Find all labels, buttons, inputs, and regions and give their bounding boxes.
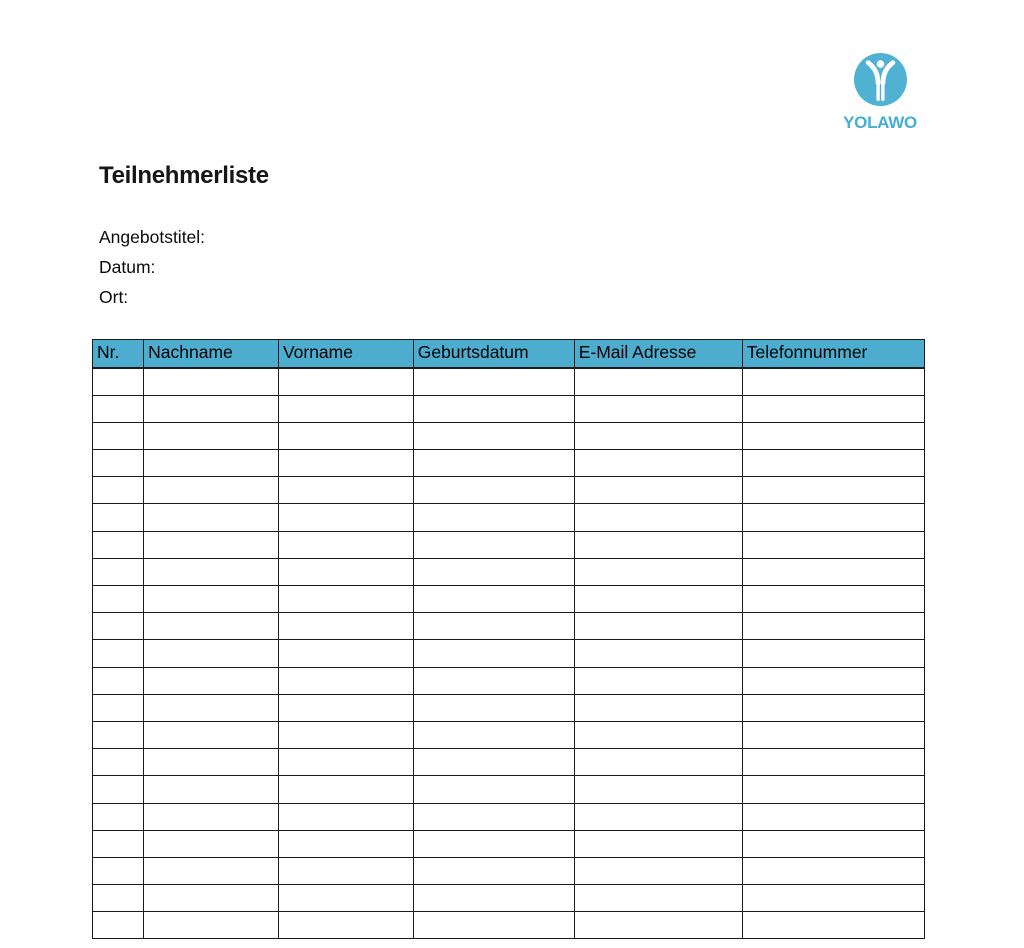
table-cell xyxy=(742,776,924,803)
table-cell xyxy=(413,640,574,667)
table-cell xyxy=(574,422,742,449)
table-row xyxy=(93,721,925,748)
table-cell xyxy=(742,558,924,585)
table-cell xyxy=(144,368,279,395)
table-row xyxy=(93,830,925,857)
table-cell xyxy=(574,558,742,585)
table-cell xyxy=(144,857,279,884)
table-cell xyxy=(278,613,413,640)
table-row xyxy=(93,558,925,585)
table-cell xyxy=(278,721,413,748)
table-cell xyxy=(144,803,279,830)
table-cell xyxy=(742,368,924,395)
column-header-vorname: Vorname xyxy=(278,340,413,369)
table-cell xyxy=(742,395,924,422)
table-cell xyxy=(742,613,924,640)
table-cell xyxy=(278,667,413,694)
table-cell xyxy=(278,368,413,395)
table-cell xyxy=(144,830,279,857)
field-labels xyxy=(99,226,205,316)
table-cell xyxy=(413,422,574,449)
column-header-geburtsdatum: Geburtsdatum xyxy=(413,340,574,369)
table-cell xyxy=(93,694,144,721)
table-row xyxy=(93,857,925,884)
table-cell xyxy=(144,586,279,613)
table-cell xyxy=(574,613,742,640)
table-cell xyxy=(413,395,574,422)
table-cell xyxy=(144,694,279,721)
column-header-email: E-Mail Adresse xyxy=(574,340,742,369)
table-cell xyxy=(278,558,413,585)
table-cell xyxy=(413,885,574,912)
table-cell xyxy=(278,640,413,667)
table-cell xyxy=(144,531,279,558)
table-cell xyxy=(93,912,144,939)
table-cell xyxy=(93,830,144,857)
table-cell xyxy=(93,613,144,640)
table-cell xyxy=(93,885,144,912)
table-cell xyxy=(144,395,279,422)
table-cell xyxy=(574,912,742,939)
table-cell xyxy=(574,477,742,504)
table-cell xyxy=(278,422,413,449)
table-row xyxy=(93,586,925,613)
column-header-telefonnummer: Telefonnummer xyxy=(742,340,924,369)
table-cell xyxy=(574,368,742,395)
table-cell xyxy=(742,721,924,748)
table-cell xyxy=(93,586,144,613)
table-cell xyxy=(742,857,924,884)
table-cell xyxy=(144,749,279,776)
table-cell xyxy=(574,776,742,803)
table-cell xyxy=(144,558,279,585)
table-cell xyxy=(742,531,924,558)
logo-wordmark: YOLAWO xyxy=(843,113,917,132)
table-cell xyxy=(742,504,924,531)
table-cell xyxy=(278,477,413,504)
table-cell xyxy=(93,531,144,558)
table-cell xyxy=(574,450,742,477)
table-cell xyxy=(413,776,574,803)
table-cell xyxy=(93,667,144,694)
table-row xyxy=(93,504,925,531)
table-cell xyxy=(144,667,279,694)
table-cell xyxy=(278,586,413,613)
column-header-nr: Nr. xyxy=(93,340,144,369)
table-body xyxy=(93,368,925,939)
table-cell xyxy=(742,885,924,912)
table-cell xyxy=(574,885,742,912)
table-cell xyxy=(144,477,279,504)
table-cell xyxy=(93,422,144,449)
table-cell xyxy=(144,885,279,912)
table-cell xyxy=(574,586,742,613)
table-cell xyxy=(413,477,574,504)
table-cell xyxy=(93,776,144,803)
table-cell xyxy=(278,857,413,884)
table-cell xyxy=(574,395,742,422)
table-header-row xyxy=(93,340,925,369)
table-cell xyxy=(278,450,413,477)
table-cell xyxy=(144,450,279,477)
participants-table xyxy=(92,339,925,939)
table-cell xyxy=(144,504,279,531)
table-cell xyxy=(742,667,924,694)
table-cell xyxy=(144,912,279,939)
table-cell xyxy=(93,477,144,504)
table-cell xyxy=(742,830,924,857)
table-cell xyxy=(574,803,742,830)
angebotstitel-label: Angebotstitel: xyxy=(99,227,206,247)
table-cell xyxy=(413,504,574,531)
table-cell xyxy=(278,531,413,558)
table-cell xyxy=(574,531,742,558)
table-cell xyxy=(413,912,574,939)
table-cell xyxy=(278,830,413,857)
table-cell xyxy=(413,667,574,694)
table-cell xyxy=(413,368,574,395)
table-row xyxy=(93,776,925,803)
table-cell xyxy=(574,667,742,694)
table-cell xyxy=(413,830,574,857)
table-cell xyxy=(413,531,574,558)
table-row xyxy=(93,803,925,830)
table-cell xyxy=(574,694,742,721)
table-cell xyxy=(574,504,742,531)
table-row xyxy=(93,450,925,477)
table-cell xyxy=(413,803,574,830)
column-header-nachname: Nachname xyxy=(144,340,279,369)
table-cell xyxy=(413,721,574,748)
yolawo-logo xyxy=(840,53,920,133)
table-cell xyxy=(413,613,574,640)
table-cell xyxy=(413,450,574,477)
table-row xyxy=(93,395,925,422)
table-cell xyxy=(413,586,574,613)
table-cell xyxy=(93,558,144,585)
table-cell xyxy=(278,504,413,531)
person-raised-arms-circle-icon xyxy=(854,53,907,106)
table-cell xyxy=(413,694,574,721)
table-cell xyxy=(413,749,574,776)
table-cell xyxy=(574,749,742,776)
table-cell xyxy=(574,721,742,748)
table-cell xyxy=(742,749,924,776)
table-cell xyxy=(278,803,413,830)
table-row xyxy=(93,613,925,640)
table-row xyxy=(93,885,925,912)
table-cell xyxy=(742,912,924,939)
datum-label: Datum: xyxy=(99,257,156,277)
table-cell xyxy=(144,721,279,748)
table-cell xyxy=(278,749,413,776)
table-row xyxy=(93,912,925,939)
table-cell xyxy=(742,803,924,830)
table-cell xyxy=(144,422,279,449)
table-cell xyxy=(93,749,144,776)
table-cell xyxy=(742,450,924,477)
table-cell xyxy=(574,830,742,857)
table-cell xyxy=(93,721,144,748)
table-cell xyxy=(93,803,144,830)
table-cell xyxy=(413,857,574,884)
table-cell xyxy=(144,613,279,640)
page-title: Teilnehmerliste xyxy=(99,162,269,189)
table-row xyxy=(93,531,925,558)
table-row xyxy=(93,368,925,395)
table-row xyxy=(93,422,925,449)
table-cell xyxy=(144,776,279,803)
table-cell xyxy=(93,368,144,395)
table-cell xyxy=(742,422,924,449)
table-cell xyxy=(93,857,144,884)
table-row xyxy=(93,640,925,667)
table-cell xyxy=(93,640,144,667)
table-cell xyxy=(413,558,574,585)
table-cell xyxy=(278,694,413,721)
table-cell xyxy=(574,857,742,884)
table-cell xyxy=(742,694,924,721)
table-cell xyxy=(93,504,144,531)
ort-label: Ort: xyxy=(99,287,129,307)
table-row xyxy=(93,749,925,776)
table-cell xyxy=(742,640,924,667)
table-cell xyxy=(93,450,144,477)
table-cell xyxy=(742,586,924,613)
table-row xyxy=(93,477,925,504)
table-cell xyxy=(278,912,413,939)
table-cell xyxy=(144,640,279,667)
table-row xyxy=(93,694,925,721)
table-cell xyxy=(278,776,413,803)
table-row xyxy=(93,667,925,694)
table-cell xyxy=(93,395,144,422)
table-cell xyxy=(574,640,742,667)
table-cell xyxy=(742,477,924,504)
table-cell xyxy=(278,885,413,912)
table-cell xyxy=(278,395,413,422)
